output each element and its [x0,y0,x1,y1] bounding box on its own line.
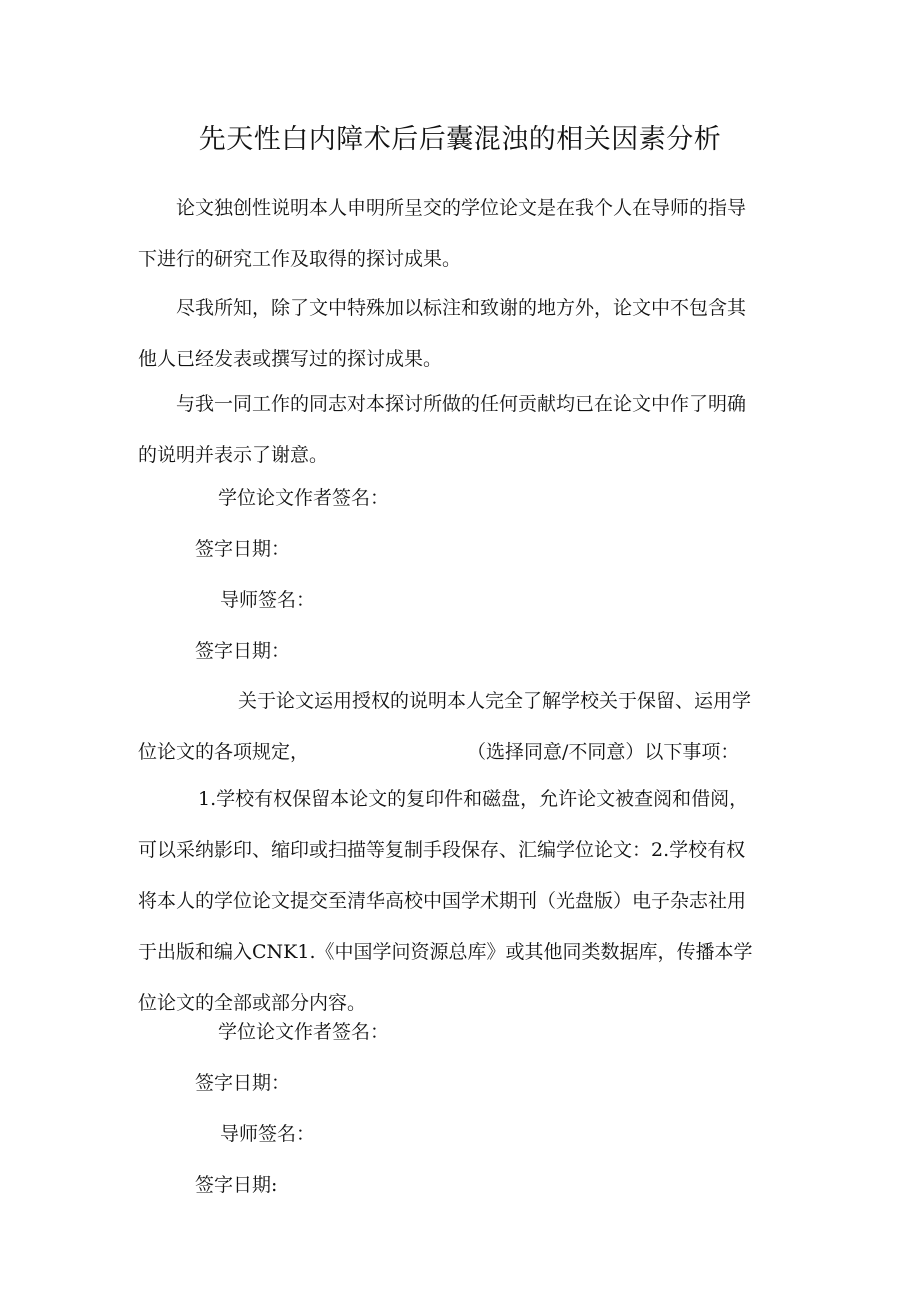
paragraph-line: 可以采纳影印、缩印或扫描等复制手段保存、汇编学位论文：2.学校有权 [138,839,746,861]
paragraph-line: 他人已经发表或撰写过的探讨成果。 [138,348,443,370]
authorization-paragraph [138,676,783,778]
paragraph-line [138,727,783,778]
author-date-label: 签字日期： [195,1072,291,1094]
author-signature-label: 学位论文作者签名： [218,1021,390,1043]
paragraph-line: 于出版和编入CNK1.《中国学问资源总库》或其他同类数据库，传播本学 [138,941,753,963]
declaration-paragraph-1 [138,183,783,285]
paragraph-line: 论文独创性说明本人申明所呈交的学位论文是在我个人在导师的指导 [176,197,747,219]
signature-block-2 [138,1007,783,1211]
rules-text: 位论文的各项规定， [138,741,310,763]
paragraph-line: 1.学校有权保留本论文的复印件和磁盘，允许论文被查阅和借阅， [198,788,749,810]
paragraph-line: 下进行的研究工作及取得的探讨成果。 [138,248,462,270]
paragraph-line: 关于论文运用授权的说明本人完全了解学校关于保留、运用学 [238,690,752,712]
consent-choice-text: （选择同意/不同意）以下事项： [467,741,740,763]
paragraph-line: 将本人的学位论文提交至清华高校中国学术期刊（光盘版）电子杂志社用 [138,890,747,912]
author-signature-label: 学位论文作者签名： [218,487,390,509]
paragraph-line: 尽我所知，除了文中特殊加以标注和致谢的地方外，论文中不包含其 [176,297,747,319]
advisor-signature-label: 导师签名： [220,1123,316,1145]
paragraph-line: 位论文的全部或部分内容。 [138,992,367,1014]
declaration-paragraph-2 [138,283,783,385]
advisor-date-label: 签字日期： [195,640,291,662]
paragraph-line: 与我一同工作的同志对本探讨所做的任何贡献均已在论文中作了明确 [176,393,747,415]
signature-block-1 [138,473,783,677]
document-title: 先天性白内障术后后囊混浊的相关因素分析 [198,124,722,155]
authorization-items [138,774,783,1029]
paragraph-line: 的说明并表示了谢意。 [138,444,329,466]
author-date-label: 签字日期： [195,538,291,560]
declaration-paragraph-3 [138,379,783,481]
advisor-signature-label: 导师签名： [220,589,316,611]
advisor-date-label: 签字日期: [195,1174,278,1196]
